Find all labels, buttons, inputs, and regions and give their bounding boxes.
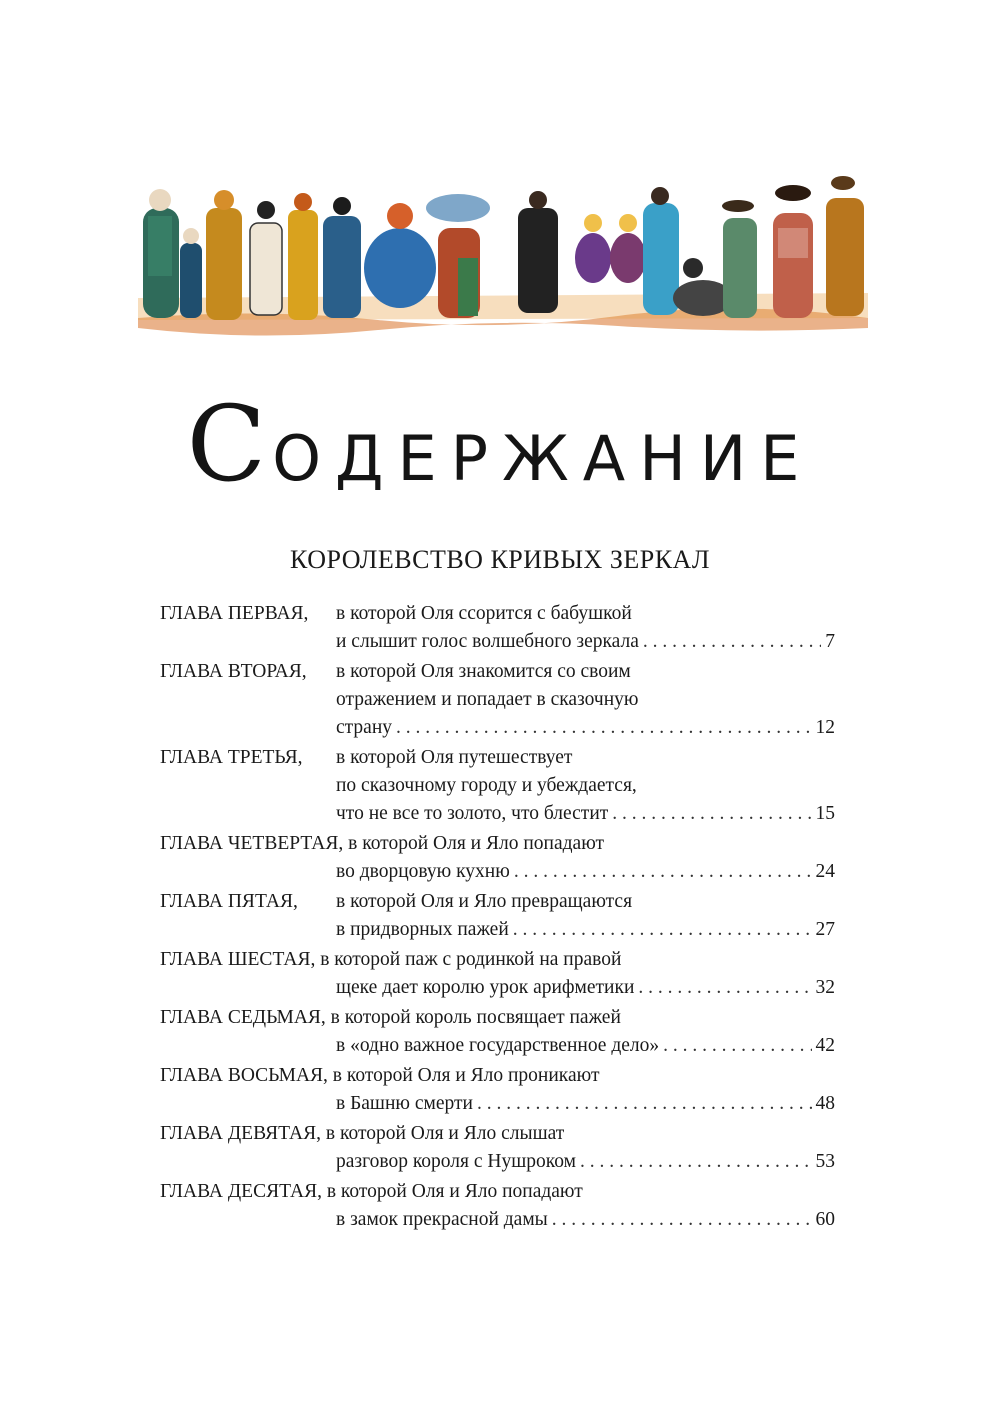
- toc-entry[interactable]: [160, 1004, 835, 1060]
- chapter-label: ГЛАВА ЧЕТВЕРТАЯ, в которой Оля и Яло попадают: [160, 833, 605, 854]
- toc-entry[interactable]: [160, 1120, 835, 1176]
- page-number: 42: [815, 1035, 835, 1056]
- toc-entry[interactable]: [160, 888, 835, 944]
- dot-leader: [612, 800, 811, 828]
- chapter-description: по сказочному городу и убеждается,: [336, 775, 637, 796]
- chapter-description: в Башню смерти: [336, 1093, 473, 1114]
- figure-lady-hat-brown: [722, 200, 757, 318]
- chapter-label: ГЛАВА ДЕСЯТАЯ, в которой Оля и Яло попадают: [160, 1181, 583, 1202]
- chapter-description: щеке дает королю урок арифметики: [336, 977, 635, 998]
- chapter-label: ГЛАВА ПЯТАЯ,: [160, 891, 298, 912]
- toc-entry[interactable]: [160, 1062, 835, 1118]
- toc-entry[interactable]: [160, 1178, 835, 1234]
- chapter-label: ГЛАВА ВОСЬМАЯ, в которой Оля и Яло проникают: [160, 1065, 600, 1086]
- chapter-label: ГЛАВА СЕДЬМАЯ, в которой король посвящает пажей: [160, 1007, 621, 1028]
- figure-blue-man: [323, 197, 361, 318]
- dot-leader: [477, 1090, 812, 1118]
- chapter-label: ГЛАВА ПЕРВАЯ,: [160, 603, 309, 624]
- dot-leader: [580, 1148, 812, 1176]
- page-number: 24: [815, 861, 835, 882]
- page-title: [0, 383, 1000, 505]
- chapter-description: разговор короля с Нушроком: [336, 1151, 576, 1172]
- chapter-label: ГЛАВА ВТОРАЯ,: [160, 661, 307, 682]
- chapter-description: во дворцовую кухню: [336, 861, 510, 882]
- title-rest: ОДЕРЖАНИЕ: [272, 422, 814, 495]
- toc-entry[interactable]: [160, 744, 835, 828]
- figure-man-white: [250, 201, 282, 315]
- page-number: 12: [815, 717, 835, 738]
- figure-fat-man: [364, 203, 436, 308]
- chapter-description: в которой Оля путешествует: [336, 747, 573, 768]
- page-number: 7: [825, 631, 835, 652]
- dot-leader: [643, 628, 821, 656]
- dot-leader: [513, 916, 812, 944]
- dot-leader: [396, 714, 811, 742]
- toc-entry[interactable]: [160, 600, 835, 656]
- chapter-description: что не все то золото, что блестит: [336, 803, 609, 824]
- figure-old-man: [143, 189, 179, 318]
- chapter-description: и слышит голос волшебного зеркала: [336, 631, 639, 652]
- figure-woman-orange: [206, 190, 242, 320]
- toc-entry[interactable]: [160, 946, 835, 1002]
- page-number: 60: [815, 1209, 835, 1230]
- chapter-description: в которой Оля ссорится с бабушкой: [336, 603, 632, 624]
- chapter-label: ГЛАВА ШЕСТАЯ, в которой паж с родинкой на правой: [160, 949, 622, 970]
- figure-jester: [288, 193, 318, 320]
- dot-leader: [638, 974, 811, 1002]
- page-number: 32: [815, 977, 835, 998]
- chapter-description: в которой Оля и Яло превращаются: [336, 891, 633, 912]
- chapter-description: в «одно важное государственное дело»: [336, 1035, 660, 1056]
- chapter-description: страну: [336, 717, 393, 738]
- chapter-description: в которой Оля знакомится со своим: [336, 661, 631, 682]
- chapter-description: в замок прекрасной дамы: [336, 1209, 548, 1230]
- figure-lady-checked: [773, 185, 813, 318]
- figure-dark-man: [518, 191, 558, 313]
- dot-leader: [552, 1206, 812, 1234]
- illustration-banner: [138, 168, 868, 343]
- figure-girl: [180, 228, 202, 318]
- crowd-illustration: [138, 168, 868, 343]
- chapter-description: в придворных пажей: [336, 919, 509, 940]
- chapter-description: отражением и попадает в сказочную: [336, 689, 639, 710]
- dot-leader: [663, 1032, 811, 1060]
- chapter-label: ГЛАВА ТРЕТЬЯ,: [160, 747, 303, 768]
- toc-entry[interactable]: [160, 658, 835, 742]
- page-number: 53: [815, 1151, 835, 1172]
- table-of-contents: [160, 600, 835, 1236]
- figure-pages: [575, 214, 646, 283]
- dot-leader: [514, 858, 812, 886]
- title-initial: С: [186, 383, 273, 505]
- page-number: 48: [815, 1093, 835, 1114]
- page-number: 15: [815, 803, 835, 824]
- section-title: КОРОЛЕВСТВО КРИВЫХ ЗЕРКАЛ: [290, 545, 710, 574]
- toc-entry[interactable]: [160, 830, 835, 886]
- figure-man-coat: [826, 176, 864, 316]
- chapter-label: ГЛАВА ДЕВЯТАЯ, в которой Оля и Яло слышат: [160, 1123, 565, 1144]
- page-number: 27: [815, 919, 835, 940]
